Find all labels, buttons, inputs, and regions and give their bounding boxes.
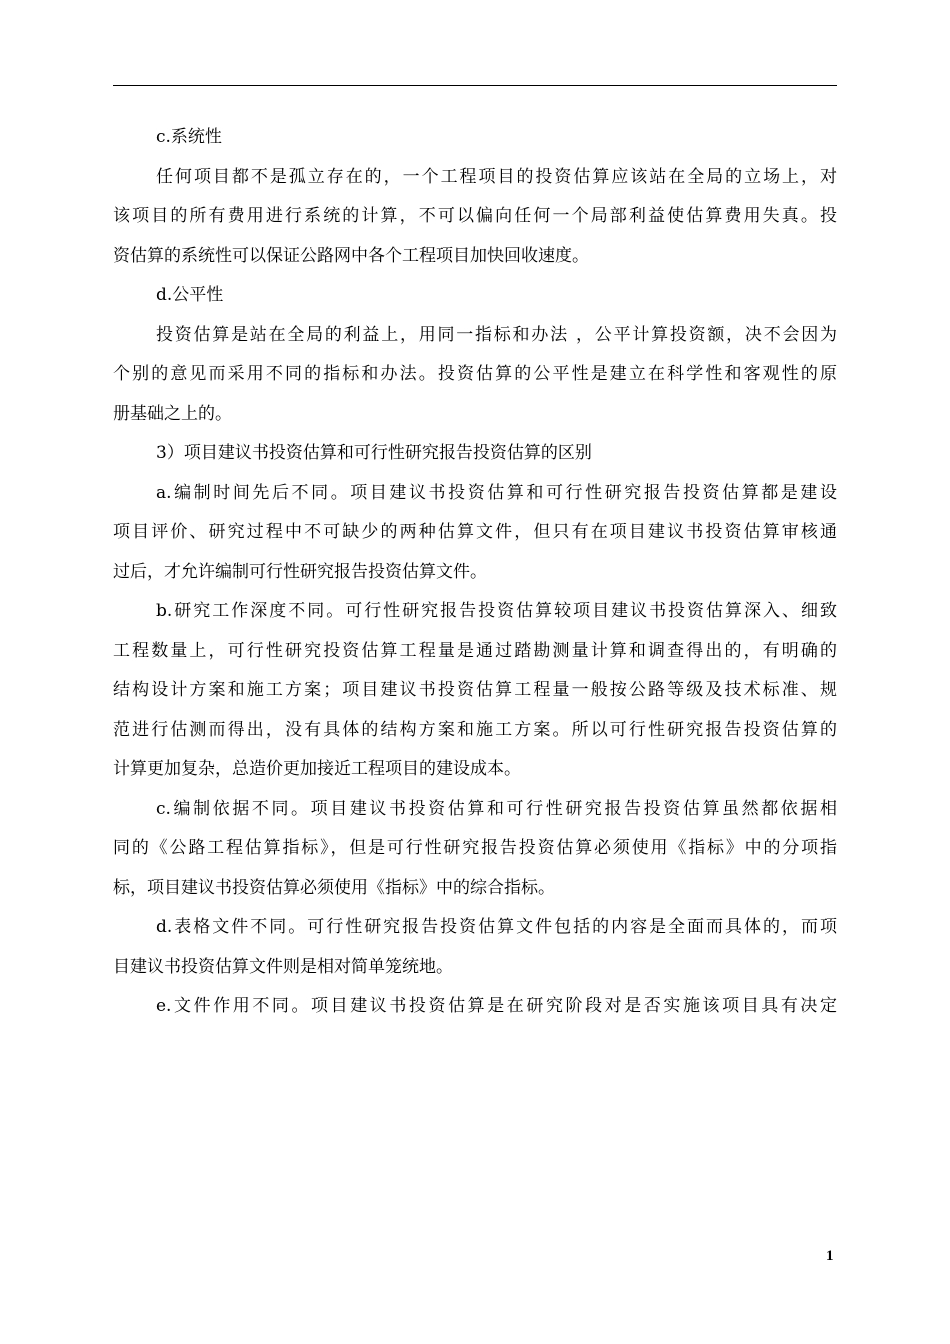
text-line: c.系统性 xyxy=(156,127,222,147)
header-rule xyxy=(113,85,837,86)
text-line: 册基础之上的。 xyxy=(113,403,232,424)
text-line: 任何项目都不是孤立存在的，一个工程项目的投资估算应该站在全局的立场上，对 xyxy=(156,166,837,187)
text-line: 资估算的系统性可以保证公路网中各个工程项目加快回收速度。 xyxy=(113,245,589,266)
text-line: 3）项目建议书投资估算和可行性研究报告投资估算的区别 xyxy=(156,443,592,463)
text-line: b.研究工作深度不同。可行性研究报告投资估算较项目建议书投资估算深入、细致 xyxy=(156,601,837,621)
text-line: 结构设计方案和施工方案；项目建议书投资估算工程量一般按公路等级及技术标准、规 xyxy=(113,680,837,700)
document-body xyxy=(113,118,837,1027)
text-line: 同的《公路工程估算指标》，但是可行性研究报告投资估算必须使用《指标》中的分项指 xyxy=(113,838,837,858)
text-line: 目建议书投资估算文件则是相对简单笼统地。 xyxy=(113,956,453,977)
text-line: 计算更加复杂，总造价更加接近工程项目的建设成本。 xyxy=(113,759,521,779)
text-line: c.编制依据不同。项目建议书投资估算和可行性研究报告投资估算虽然都依据相 xyxy=(156,798,837,819)
text-line: 个别的意见而采用不同的指标和办法。投资估算的公平性是建立在科学性和客观性的原 xyxy=(113,364,837,384)
text-line: a.编制时间先后不同。项目建议书投资估算和可行性研究报告投资估算都是建设 xyxy=(156,482,837,503)
text-line: 投资估算是站在全局的利益上，用同一指标和办法 ，公平计算投资额，决不会因为 xyxy=(156,324,837,345)
text-line: 该项目的所有费用进行系统的计算，不可以偏向任何一个局部利益使估算费用失真。投 xyxy=(113,206,837,226)
text-line: 范进行估测而得出，没有具体的结构方案和施工方案。所以可行性研究报告投资估算的 xyxy=(113,719,837,740)
text-line: 工程数量上，可行性研究投资估算工程量是通过踏勘测量计算和调查得出的，有明确的 xyxy=(113,640,837,661)
text-line: 项目评价、研究过程中不可缺少的两种估算文件，但只有在项目建议书投资估算审核通 xyxy=(113,522,837,542)
text-line: e.文件作用不同。项目建议书投资估算是在研究阶段对是否实施该项目具有决定 xyxy=(156,996,837,1016)
text-line: 标，项目建议书投资估算必须使用《指标》中的综合指标。 xyxy=(113,877,555,898)
text-line: 过后，才允许编制可行性研究报告投资估算文件。 xyxy=(113,561,487,582)
text-line: d.表格文件不同。可行性研究报告投资估算文件包括的内容是全面而具体的，而项 xyxy=(156,917,837,937)
text-line: d.公平性 xyxy=(156,285,224,305)
page-number: 1 xyxy=(826,1248,834,1264)
